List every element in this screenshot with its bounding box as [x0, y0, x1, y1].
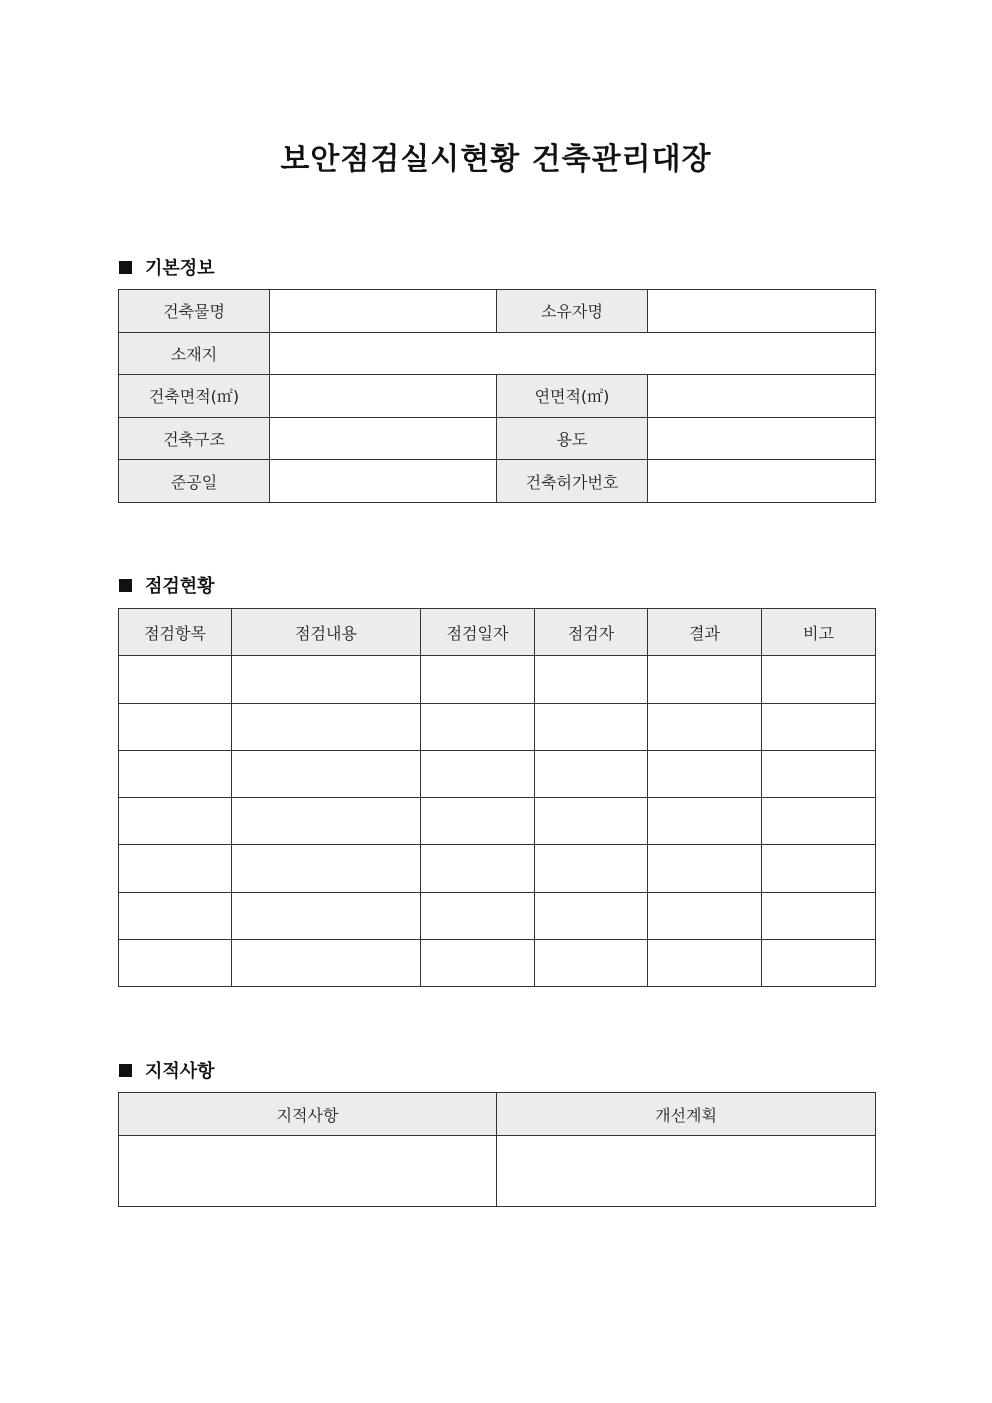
- inspection-cell-item[interactable]: [119, 656, 232, 703]
- section-heading-basic-info: [119, 254, 215, 280]
- permit-number-field[interactable]: [648, 460, 876, 503]
- column-header-improvement-plan: 개선계획: [497, 1093, 876, 1136]
- section-heading-label: 기본정보: [145, 258, 215, 279]
- column-header-date: 점검일자: [421, 609, 535, 656]
- inspection-table: [118, 608, 876, 987]
- table-row: [119, 892, 876, 939]
- table-row: [119, 417, 876, 460]
- completion-date-label: 준공일: [119, 460, 270, 503]
- inspection-cell-remarks[interactable]: [762, 892, 876, 939]
- inspection-cell-result[interactable]: [648, 656, 762, 703]
- page-title: 보안점검실시현황 건축관리대장: [280, 142, 712, 177]
- inspection-table-body: [119, 656, 876, 987]
- table-row: [119, 290, 876, 333]
- table-row: [119, 656, 876, 703]
- inspection-cell-content[interactable]: [232, 750, 421, 797]
- inspection-cell-result[interactable]: [648, 750, 762, 797]
- permit-number-label: 건축허가번호: [497, 460, 648, 503]
- inspection-cell-remarks[interactable]: [762, 656, 876, 703]
- location-field[interactable]: [270, 332, 876, 375]
- usage-field[interactable]: [648, 417, 876, 460]
- inspection-cell-result[interactable]: [648, 940, 762, 987]
- square-bullet-icon: [119, 261, 132, 274]
- inspection-cell-result[interactable]: [648, 798, 762, 845]
- inspection-cell-result[interactable]: [648, 892, 762, 939]
- inspection-cell-item[interactable]: [119, 892, 232, 939]
- building-area-label: 건축면적(㎡): [119, 375, 270, 418]
- inspection-cell-date[interactable]: [421, 798, 535, 845]
- table-row: [119, 940, 876, 987]
- table-row: [119, 750, 876, 797]
- inspection-cell-item[interactable]: [119, 940, 232, 987]
- improvement-plan-field[interactable]: [497, 1136, 876, 1207]
- structure-field[interactable]: [270, 417, 497, 460]
- total-floor-area-label: 연면적(㎡): [497, 375, 648, 418]
- findings-table: [118, 1092, 876, 1207]
- inspection-cell-remarks[interactable]: [762, 940, 876, 987]
- table-row: [119, 1136, 876, 1207]
- inspection-cell-inspector[interactable]: [535, 656, 648, 703]
- inspection-cell-inspector[interactable]: [535, 845, 648, 892]
- table-row: [119, 460, 876, 503]
- inspection-cell-content[interactable]: [232, 845, 421, 892]
- total-floor-area-field[interactable]: [648, 375, 876, 418]
- section-heading-label: 점검현황: [145, 576, 215, 597]
- inspection-cell-content[interactable]: [232, 703, 421, 750]
- findings-field[interactable]: [119, 1136, 497, 1207]
- inspection-cell-date[interactable]: [421, 656, 535, 703]
- structure-label: 건축구조: [119, 417, 270, 460]
- building-name-label: 건축물명: [119, 290, 270, 333]
- section-heading-label: 지적사항: [145, 1061, 215, 1082]
- inspection-cell-item[interactable]: [119, 798, 232, 845]
- inspection-cell-item[interactable]: [119, 703, 232, 750]
- inspection-cell-date[interactable]: [421, 703, 535, 750]
- inspection-cell-inspector[interactable]: [535, 703, 648, 750]
- square-bullet-icon: [119, 579, 132, 592]
- column-header-result: 결과: [648, 609, 762, 656]
- inspection-cell-remarks[interactable]: [762, 845, 876, 892]
- column-header-remarks: 비고: [762, 609, 876, 656]
- basic-info-table: [118, 289, 876, 503]
- inspection-cell-date[interactable]: [421, 845, 535, 892]
- column-header-inspector: 점검자: [535, 609, 648, 656]
- inspection-cell-remarks[interactable]: [762, 750, 876, 797]
- section-heading-findings: [119, 1057, 215, 1083]
- inspection-cell-result[interactable]: [648, 703, 762, 750]
- inspection-cell-date[interactable]: [421, 940, 535, 987]
- owner-field[interactable]: [648, 290, 876, 333]
- inspection-cell-date[interactable]: [421, 750, 535, 797]
- table-row: [119, 798, 876, 845]
- section-heading-inspection-status: [119, 572, 215, 598]
- inspection-cell-date[interactable]: [421, 892, 535, 939]
- inspection-cell-inspector[interactable]: [535, 798, 648, 845]
- inspection-cell-item[interactable]: [119, 750, 232, 797]
- inspection-cell-inspector[interactable]: [535, 940, 648, 987]
- inspection-cell-result[interactable]: [648, 845, 762, 892]
- inspection-cell-content[interactable]: [232, 798, 421, 845]
- column-header-item: 점검항목: [119, 609, 232, 656]
- building-name-field[interactable]: [270, 290, 497, 333]
- owner-label: 소유자명: [497, 290, 648, 333]
- completion-date-field[interactable]: [270, 460, 497, 503]
- inspection-cell-remarks[interactable]: [762, 703, 876, 750]
- table-header-row: [119, 1093, 876, 1136]
- table-row: [119, 703, 876, 750]
- column-header-findings: 지적사항: [119, 1093, 497, 1136]
- inspection-cell-inspector[interactable]: [535, 750, 648, 797]
- usage-label: 용도: [497, 417, 648, 460]
- building-area-field[interactable]: [270, 375, 497, 418]
- inspection-cell-item[interactable]: [119, 845, 232, 892]
- table-row: [119, 332, 876, 375]
- inspection-cell-remarks[interactable]: [762, 798, 876, 845]
- table-header-row: [119, 609, 876, 656]
- location-label: 소재지: [119, 332, 270, 375]
- square-bullet-icon: [119, 1064, 132, 1077]
- inspection-cell-content[interactable]: [232, 892, 421, 939]
- inspection-cell-content[interactable]: [232, 656, 421, 703]
- inspection-cell-content[interactable]: [232, 940, 421, 987]
- table-row: [119, 375, 876, 418]
- column-header-content: 점검내용: [232, 609, 421, 656]
- inspection-cell-inspector[interactable]: [535, 892, 648, 939]
- table-row: [119, 845, 876, 892]
